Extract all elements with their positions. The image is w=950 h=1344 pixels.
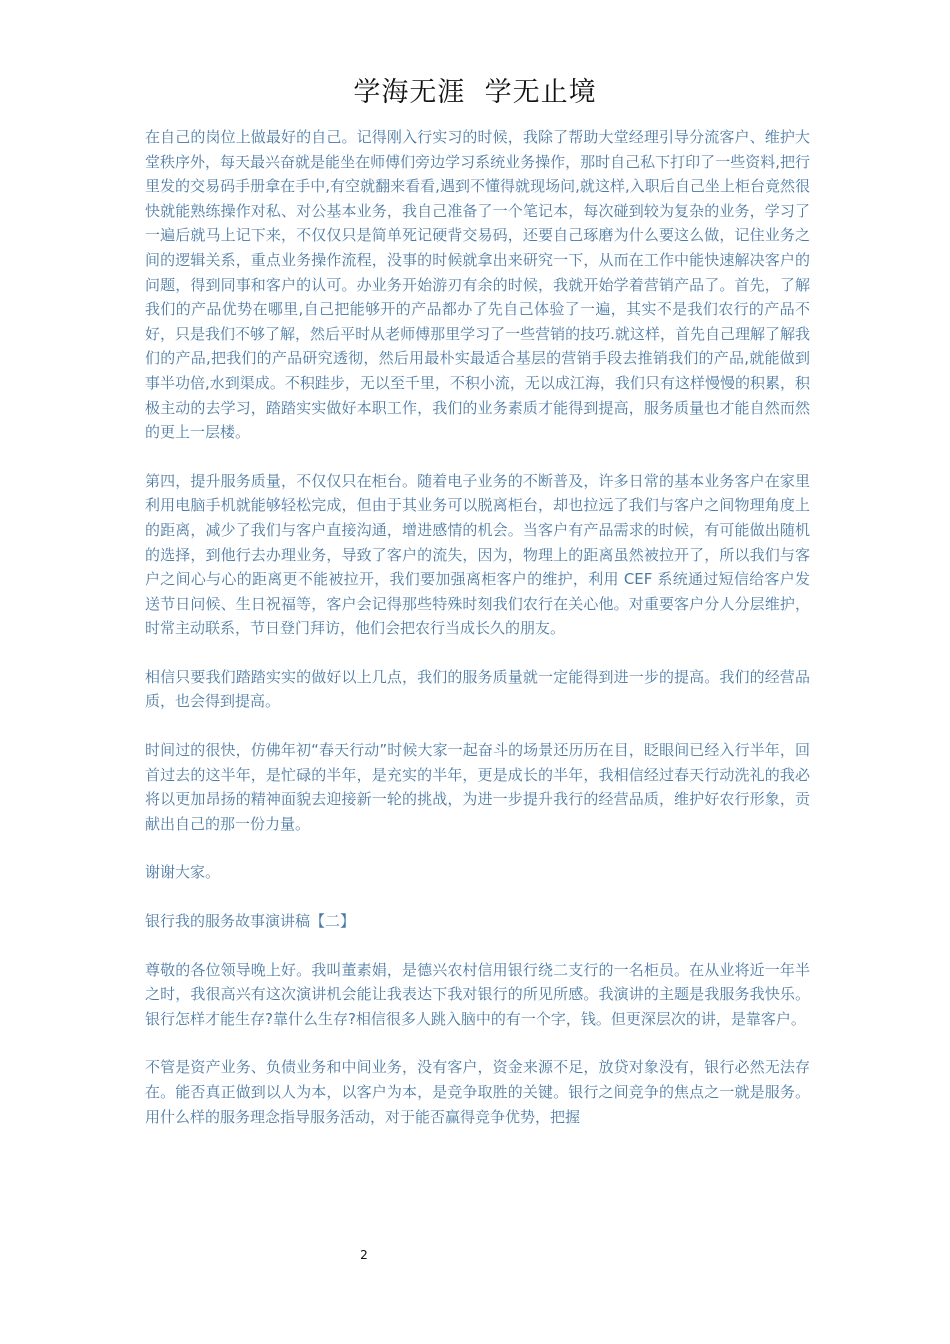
paragraph-4: 时间过的很快，仿佛年初“春天行动”时候大家一起奋斗的场景还历历在目，眨眼间已经入行半年，回首过去的这半年，是忙碌的半年，是充实的半年，更是成长的半年，我相信经过春天行动洗礼的我必将以更加昂扬的精神面貌去迎接新一轮的挑战，为进一步提升我行的经营品质，维护好农行形象，贡献出自己的那一份力量。 [145,741,810,833]
paragraph-2: 第四，提升服务质量，不仅仅只在柜台。随着电子业务的不断普及，许多日常的基本业务客户在家里利用电脑手机就能够轻松完成，但由于其业务可以脱离柜台，却也拉远了我们与客户之间物理角度上的距离，减少了我们与客户直接沟通，增进感情的机会。当客户有产品需求的时候，有可能做出随机的选择，到他行去办理业务，导致了客户的流失，因为，物理上的距离虽然被拉开了，所以我们与客户之间心与心的距离更不能被拉开，我们要加强离柜客户的维护，利用 CEF 系统通过短信给客户发送节日问候、生日祝福等，客户会记得那些特殊时刻我们农行在关心他。对重要客户分人分层维护，时常主动联系，节日登门拜访，他们会把农行当成长久的朋友。 [145,471,810,638]
paragraph-1: 在自己的岗位上做最好的自己。记得刚入行实习的时候，我除了帮助大堂经理引导分流客户、维护大堂秩序外，每天最兴奋就是能坐在师傅们旁边学习系统业务操作，那时自己私下打印了一些资料,把行里发的交易码手册拿在手中,有空就翻来看看,遇到不懂得就现场问,就这样,入职后自己坐上柜台竟然很快就能熟练操作对私、对公基本业务，我自己准备了一个笔记本，每次碰到较为复杂的业务，学习了一遍后就马上记下来，不仅仅只是简单死记硬背交易码，还要自己琢磨为什么要这么做，记住业务之间的逻辑关系，重点业务操作流程，没事的时候就拿出来研究一下，从而在工作中能快速解决客户的问题，得到同事和客户的认可。办业务开始游刃有余的时候，我就开始学着营销产品了。首先，了解我们的产品优势在哪里,自己把能够开的产品都办了先自己体验了一遍，其实不是我们农行的产品不好，只是我们不够了解，然后平时从老师傅那里学习了一些营销的技巧.就这样，首先自己理解了解我们的产品,把我们的产品研究透彻，然后用最朴实最适合基层的营销手段去推销我们的产品,就能做到事半功倍,水到渠成。不积跬步，无以至千里，不积小流，无以成江海，我们只有这样慢慢的积累，积极主动的去学习，踏踏实实做好本职工作，我们的业务素质才能得到提高，服务质量也才能自然而然的更上一层楼。 [145,128,810,442]
paragraph-3: 相信只要我们踏踏实实的做好以上几点，我们的服务质量就一定能得到进一步的提高。我们的经营品质，也会得到提高。 [145,667,810,711]
section-heading: 银行我的服务故事演讲稿【二】 [145,912,356,931]
paragraph-6: 尊敬的各位领导晚上好。我叫董素娟，是德兴农村信用银行绕二支行的一名柜员。在从业将近一年半之时，我很高兴有这次演讲机会能让我表达下我对银行的所见所感。我演讲的主题是我服务我快乐。银行怎样才能生存?靠什么生存?相信很多人跳入脑中的有一个字，钱。但更深层次的讲，是靠客户。 [145,960,810,1028]
document-body [145,125,810,1153]
page-header-title: 学海无涯 学无止境 [353,77,597,108]
page-number: 2 [360,1248,368,1262]
paragraph-5: 谢谢大家。 [145,863,221,882]
paragraph-7: 不管是资产业务、负债业务和中间业务，没有客户，资金来源不足，放贷对象没有，银行必然无法存在。能否真正做到以人为本，以客户为本，是竞争取胜的关键。银行之间竞争的焦点之一就是服务。用什么样的服务理念指导服务活动，对于能否赢得竞争优势，把握 [145,1058,810,1126]
